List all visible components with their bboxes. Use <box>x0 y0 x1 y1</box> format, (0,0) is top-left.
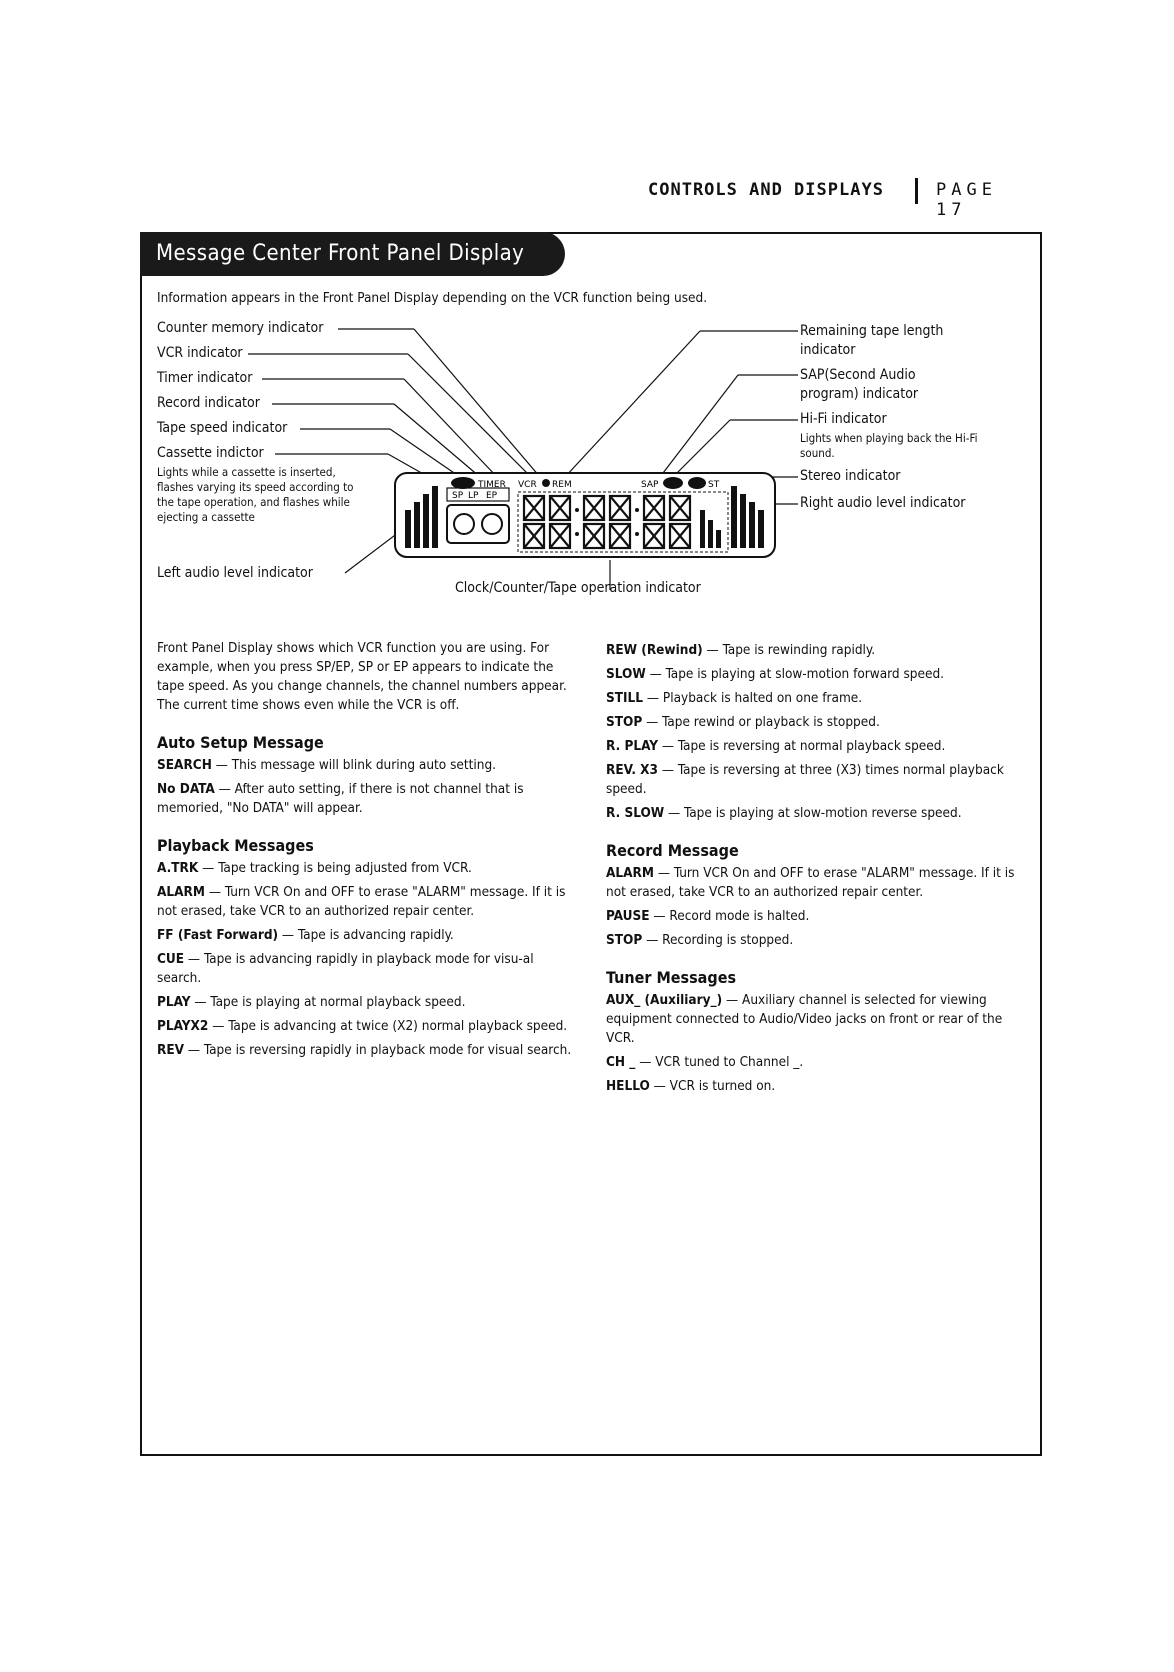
mark-vcr: VCR <box>518 480 537 490</box>
term: REV. X3 <box>606 762 658 778</box>
list-item <box>157 756 577 775</box>
term-description: — Tape tracking is being adjusted from VCR. <box>198 860 472 876</box>
list-item <box>157 950 577 988</box>
label-remaining: Remaining tape length indicator <box>800 323 944 358</box>
label-record: Record indicator <box>157 395 260 411</box>
term: AUX_ (Auxiliary_) <box>606 992 723 1008</box>
term: FF (Fast Forward) <box>157 927 279 943</box>
right-column <box>606 641 1026 1101</box>
label-timer: Timer indicator <box>157 370 253 386</box>
section-banner: Message Center Front Panel Display <box>140 232 565 276</box>
list-item <box>157 883 577 921</box>
term: SEARCH <box>157 757 212 773</box>
list-item <box>606 689 1026 708</box>
list-item <box>157 1017 577 1036</box>
term: PAUSE <box>606 908 650 924</box>
list-item <box>157 780 577 818</box>
mark-ep: EP <box>486 491 498 501</box>
term-description: — VCR is turned on. <box>649 1078 776 1094</box>
hifi-note: Lights when playing back the Hi-Fi sound. <box>800 431 978 460</box>
heading-tuner: Tuner Messages <box>606 968 737 987</box>
label-stereo: Stereo indicator <box>800 468 901 484</box>
term: STOP <box>606 714 643 730</box>
term-description: — Record mode is halted. <box>649 908 810 924</box>
term: A.TRK <box>157 860 199 876</box>
term: CH _ <box>606 1054 636 1070</box>
term-description: — Recording is stopped. <box>642 932 794 948</box>
term: ALARM <box>157 884 205 900</box>
term-description: — Turn VCR On and OFF to erase "ALARM" message. If it is not erased, take VCR to an authorized repair center. <box>606 865 1015 900</box>
cassette-note: Lights while a cassette is inserted, flashes varying its speed according to the tape operation, and flashes while ejecting a cassette <box>157 465 354 524</box>
mark-st: ST <box>708 480 720 490</box>
term-description: — Tape is playing at slow-motion forward speed. <box>645 666 945 682</box>
page-number: PAGE 17 <box>936 180 997 220</box>
list-item <box>606 737 1026 756</box>
display-intro: Front Panel Display shows which VCR function you are using. For example, when you press SP/EP, SP or EP appears to indicate the tape speed. As you change channels, the channel numbers appear. The current time shows even while the VCR is off. <box>157 640 567 713</box>
term-description: — Tape is reversing at normal playback speed. <box>657 738 946 754</box>
term-description: — Tape is rewinding rapidly. <box>702 642 876 658</box>
term-description: — Tape rewind or playback is stopped. <box>642 714 880 730</box>
term: STOP <box>606 932 643 948</box>
heading-record: Record Message <box>606 841 739 860</box>
term: PLAYX2 <box>157 1018 209 1034</box>
term: R. SLOW <box>606 805 665 821</box>
list-item <box>606 665 1026 684</box>
list-item <box>606 907 1026 926</box>
term: REW (Rewind) <box>606 642 703 658</box>
term-description: — After auto setting, if there is not channel that is memoried, "No DATA" will appear. <box>157 781 524 816</box>
record-mark <box>542 479 550 487</box>
intro-text: Information appears in the Front Panel Display depending on the VCR function being used. <box>157 290 708 306</box>
label-sap: SAP(Second Audio program) indicator <box>800 367 919 402</box>
mark-sap: SAP <box>641 480 659 490</box>
mark-sp: SP <box>452 491 464 501</box>
list-item <box>157 1041 577 1060</box>
list-item <box>606 931 1026 950</box>
heading-playback: Playback Messages <box>157 836 314 855</box>
list-item <box>606 1053 1026 1072</box>
list-item <box>606 713 1026 732</box>
list-item <box>606 761 1026 799</box>
term-description: — Tape is reversing at three (X3) times normal playback speed. <box>606 762 1004 797</box>
term: HELLO <box>606 1078 650 1094</box>
term-description: — Tape is advancing rapidly. <box>278 927 454 943</box>
label-left-audio: Left audio level indicator <box>157 565 313 581</box>
term: REV <box>157 1042 185 1058</box>
term-description: — Playback is halted on one frame. <box>643 690 863 706</box>
label-hifi: Hi-Fi indicator <box>800 411 887 427</box>
heading-auto-setup: Auto Setup Message <box>157 733 324 752</box>
term-description: — Turn VCR On and OFF to erase "ALARM" message. If it is not erased, take VCR to an authorized repair center. <box>157 884 566 919</box>
left-column <box>157 639 577 1065</box>
term: ALARM <box>606 865 654 881</box>
list-item <box>606 1077 1026 1096</box>
list-item <box>606 804 1026 823</box>
label-clock-counter: Clock/Counter/Tape operation indicator <box>455 580 701 596</box>
list-item <box>157 993 577 1012</box>
label-tape-speed: Tape speed indicator <box>157 420 288 436</box>
mark-timer: TIMER <box>478 480 506 490</box>
term: R. PLAY <box>606 738 658 754</box>
list-item <box>157 859 577 878</box>
term: CUE <box>157 951 185 967</box>
term-description: — Tape is reversing rapidly in playback mode for visual search. <box>184 1042 572 1058</box>
mark-rem: REM <box>552 480 572 490</box>
term-description: — Tape is playing at slow-motion reverse speed. <box>664 805 962 821</box>
list-item <box>157 926 577 945</box>
section-title: CONTROLS AND DISPLAYS <box>648 180 884 200</box>
term-description: — VCR tuned to Channel _. <box>635 1054 804 1070</box>
term-description: — This message will blink during auto setting. <box>211 757 497 773</box>
list-item <box>606 641 1026 660</box>
term: No DATA <box>157 781 215 797</box>
term-description: — Tape is advancing at twice (X2) normal playback speed. <box>208 1018 568 1034</box>
term-description: — Tape is advancing rapidly in playback mode for visu-al search. <box>157 951 534 986</box>
label-counter-memory: Counter memory indicator <box>157 320 324 336</box>
counter-memory-mark <box>451 477 475 489</box>
term-description: — Tape is playing at normal playback speed. <box>190 994 466 1010</box>
term: STILL <box>606 690 644 706</box>
term: PLAY <box>157 994 191 1010</box>
label-cassette: Cassette indictor <box>157 445 264 461</box>
hifi-mark <box>663 477 683 489</box>
mark-lp: LP <box>468 491 479 501</box>
label-vcr: VCR indicator <box>157 345 243 361</box>
label-right-audio: Right audio level indicator <box>800 495 966 511</box>
term-description: — Auxiliary channel is selected for viewing equipment connected to Audio/Video jacks on front or rear of the VCR. <box>606 992 1003 1046</box>
front-panel-diagram <box>0 0 1174 620</box>
list-item <box>606 991 1026 1048</box>
list-item <box>606 864 1026 902</box>
term: SLOW <box>606 666 646 682</box>
